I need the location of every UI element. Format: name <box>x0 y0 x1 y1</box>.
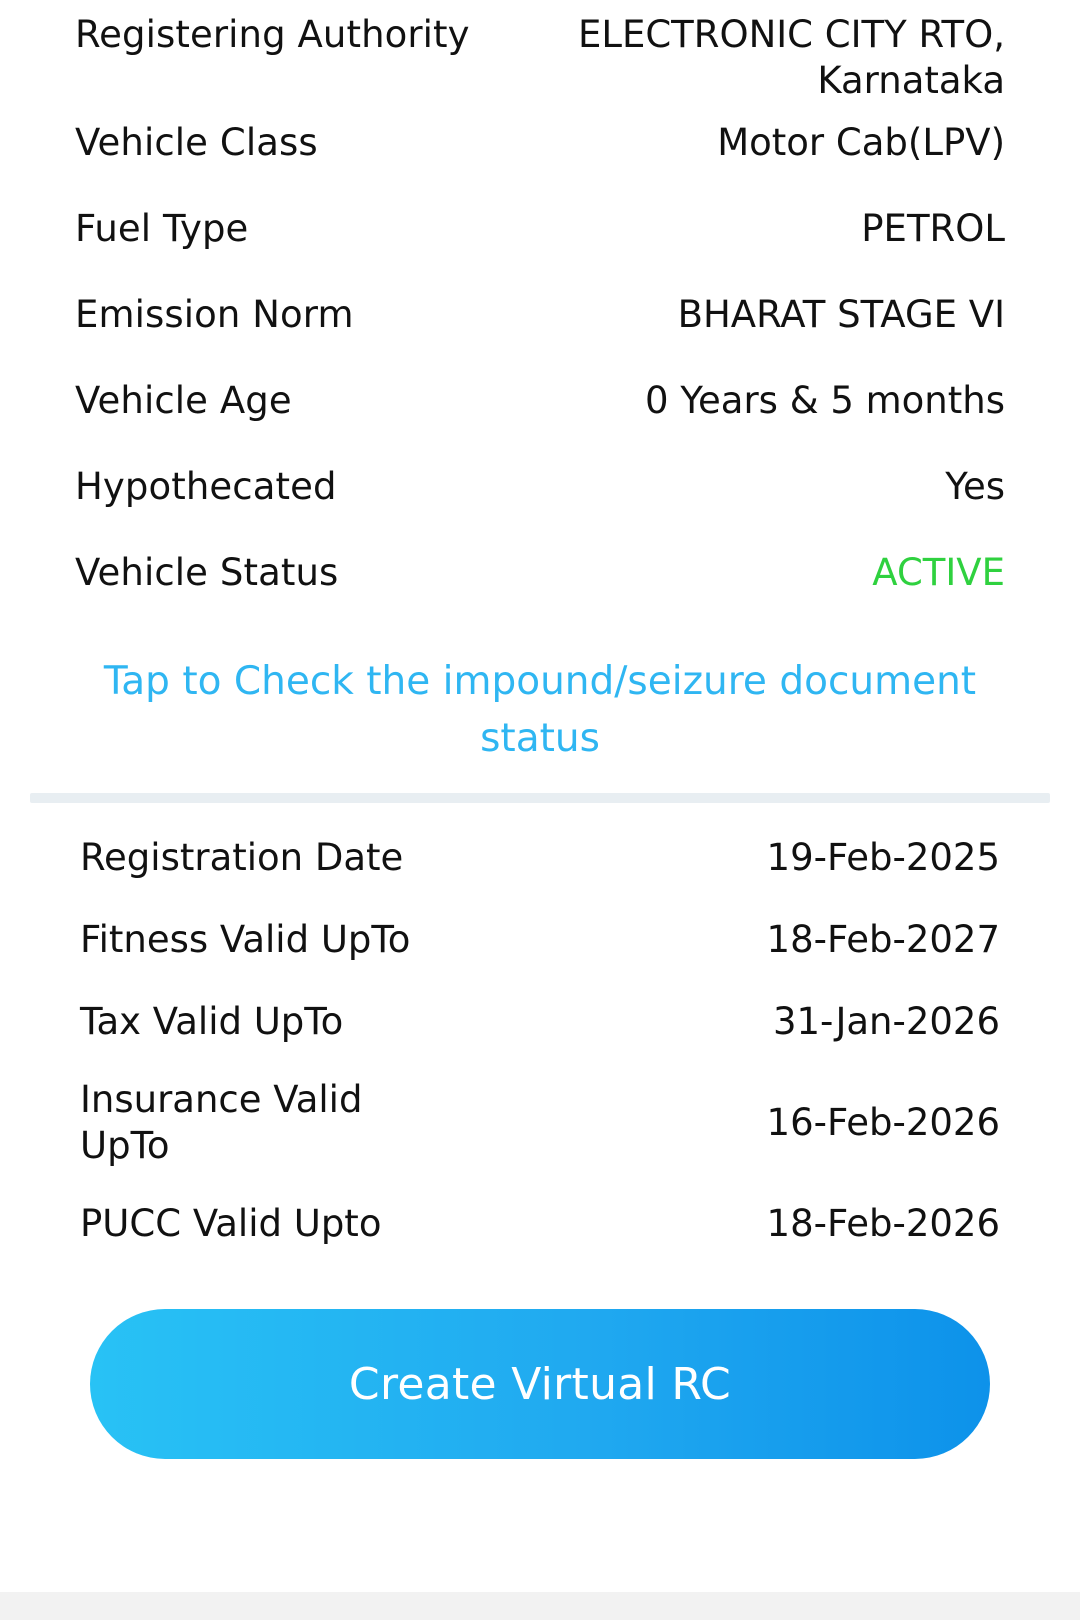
validity-section <box>0 803 1080 1265</box>
create-virtual-rc-button[interactable]: Create Virtual RC <box>90 1309 990 1459</box>
validity-row-pucc-valid-upto <box>30 1183 1050 1265</box>
detail-label: Vehicle Status <box>75 551 339 594</box>
section-divider <box>30 793 1050 803</box>
validity-label: Insurance Valid UpTo <box>80 1077 363 1168</box>
detail-row-vehicle-status <box>30 550 1050 636</box>
validity-label: Registration Date <box>80 835 404 879</box>
validity-row-tax-valid-upto <box>30 981 1050 1063</box>
detail-row-emission-norm <box>30 292 1050 378</box>
detail-value: Yes <box>945 465 1005 508</box>
detail-row-vehicle-class <box>30 120 1050 206</box>
validity-value: 31-Jan-2026 <box>772 999 1000 1043</box>
validity-row-fitness-valid-upto <box>30 899 1050 981</box>
vehicle-details-section <box>0 0 1080 636</box>
detail-label: Registering Authority <box>75 13 470 56</box>
detail-row-registering-authority <box>30 0 1050 120</box>
detail-value: 0 Years & 5 months <box>645 379 1005 422</box>
detail-label: Emission Norm <box>75 293 354 336</box>
cta-container <box>0 1265 1080 1459</box>
detail-label: Hypothecated <box>75 465 337 508</box>
detail-value: Motor Cab(LPV) <box>717 121 1005 164</box>
detail-value: PETROL <box>861 207 1005 250</box>
validity-value: 18-Feb-2026 <box>766 1201 1000 1245</box>
status-badge: ACTIVE <box>872 551 1005 594</box>
detail-row-fuel-type <box>30 206 1050 292</box>
detail-label: Fuel Type <box>75 207 249 250</box>
validity-row-insurance-valid-upto <box>30 1063 1050 1183</box>
validity-label: Tax Valid UpTo <box>80 999 344 1043</box>
validity-value: 16-Feb-2026 <box>766 1100 1000 1144</box>
detail-row-hypothecated <box>30 464 1050 550</box>
validity-row-registration-date <box>30 817 1050 899</box>
bottom-strip <box>0 1592 1080 1620</box>
impound-seizure-status-link[interactable]: Tap to Check the impound/seizure document status <box>103 659 977 761</box>
detail-row-vehicle-age <box>30 378 1050 464</box>
detail-label: Vehicle Class <box>75 121 318 164</box>
validity-label: PUCC Valid Upto <box>80 1201 382 1245</box>
validity-label: Fitness Valid UpTo <box>80 917 411 961</box>
validity-value: 18-Feb-2027 <box>766 917 1000 961</box>
detail-value: BHARAT STAGE VI <box>677 293 1005 336</box>
detail-label: Vehicle Age <box>75 379 292 422</box>
validity-value: 19-Feb-2025 <box>766 835 1000 879</box>
detail-value: ELECTRONIC CITY RTO, Karnataka <box>577 13 1005 103</box>
